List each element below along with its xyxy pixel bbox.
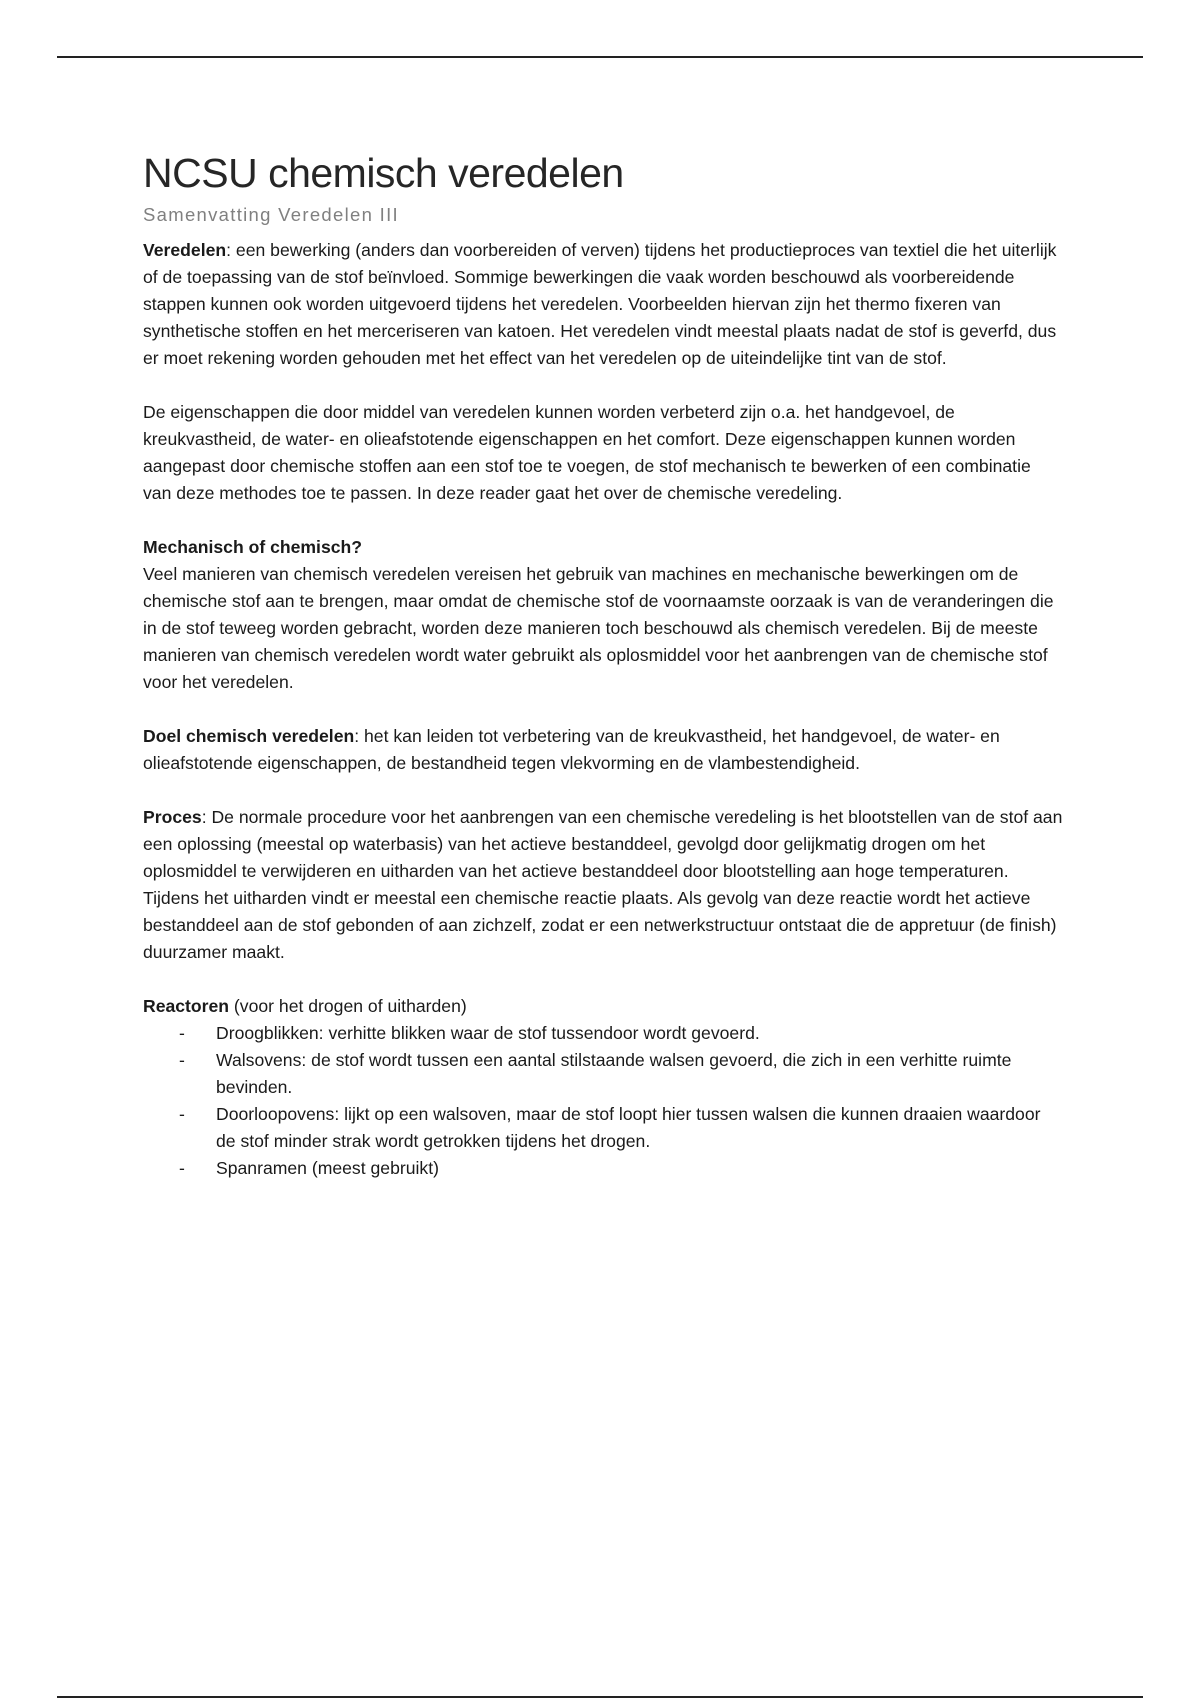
list-item: [143, 1020, 1063, 1047]
heading-mechanisch-text: Mechanisch of chemisch?: [143, 537, 363, 557]
reactor-list: [143, 1020, 1063, 1182]
term-doel: Doel chemisch veredelen: [143, 726, 355, 746]
paragraph-proces: [143, 804, 1063, 966]
list-item-text: Spanramen (meest gebruikt): [216, 1158, 439, 1178]
document-body: [143, 143, 1063, 1182]
list-dash: -: [179, 1050, 185, 1070]
paragraph-proces-text: : De normale procedure voor het aanbrengen van een chemische veredeling is het blootstellen van de stof aan een oplossing (meestal op waterbasis) van het actieve bestanddeel, gevolgd door gelijkmatig drogen om het oplosmiddel te verwijderen en uitharden van het actieve bestanddeel door blootstelling aan hoge temperaturen. Tijdens het uitharden vindt er meestal een chemische reactie plaats. Als gevolg van deze reactie wordt het actieve bestanddeel aan de stof gebonden of aan zichzelf, zodat er een netwerkstructuur ontstaat die de appretuur (de finish) duurzamer maakt.: [143, 807, 1063, 962]
paragraph-veredelen: [143, 237, 1063, 372]
list-item-text: Droogblikken: verhitte blikken waar de stof tussendoor wordt gevoerd.: [216, 1023, 760, 1043]
heading-reactoren-text: (voor het drogen of uitharden): [229, 996, 467, 1016]
document-title: NCSU chemisch veredelen: [143, 150, 624, 196]
term-veredelen: Veredelen: [143, 240, 227, 260]
paragraph-mechanisch: Veel manieren van chemisch veredelen vereisen het gebruik van machines en mechanische bewerkingen om de chemische stof aan te brengen, maar omdat de chemische stof de voornaamste oorzaak is van de veranderingen die in de stof teweeg worden gebracht, worden deze manieren toch beschouwd als chemisch veredelen. Bij de meeste manieren van chemisch veredelen wordt water gebruikt als oplosmiddel voor het aanbrengen van de chemische stof voor het veredelen.: [143, 564, 1054, 692]
term-proces: Proces: [143, 807, 202, 827]
list-item-text: Doorloopovens: lijkt op een walsoven, maar de stof loopt hier tussen walsen die kunnen draaien waardoor de stof minder strak wordt getrokken tijdens het drogen.: [216, 1104, 1041, 1151]
list-item: [143, 1101, 1063, 1155]
heading-mechanisch: [143, 534, 1063, 561]
list-dash: -: [179, 1158, 185, 1178]
list-item-text: Walsovens: de stof wordt tussen een aantal stilstaande walsen gevoerd, die zich in een verhitte ruimte bevinden.: [216, 1050, 1012, 1097]
list-dash: -: [179, 1104, 185, 1124]
list-item: [143, 1047, 1063, 1101]
heading-reactoren: [143, 993, 1063, 1020]
paragraph-doel-text: : het kan leiden tot verbetering van de kreukvastheid, het handgevoel, de water- en olieafstotende eigenschappen, de bestandheid tegen vlekvorming en de vlambestendigheid.: [143, 726, 1000, 773]
paragraph-veredelen-text: : een bewerking (anders dan voorbereiden of verven) tijdens het productieproces van textiel die het uiterlijk of de toepassing van de stof beïnvloed. Sommige bewerkingen die vaak worden beschouwd als voorbereidende stappen kunnen ook worden uitgevoerd tijdens het veredelen. Voorbeelden hiervan zijn het thermo fixeren van synthetische stoffen en het merceriseren van katoen. Het veredelen vindt meestal plaats nadat de stof is geverfd, dus er moet rekening worden gehouden met het effect van het veredelen op de uiteindelijke tint van de stof.: [143, 240, 1057, 368]
header-rule: [57, 56, 1143, 58]
document-subtitle: Samenvatting Veredelen III: [143, 204, 399, 225]
footer-rule: [57, 1696, 1143, 1698]
paragraph-eigenschappen: De eigenschappen die door middel van veredelen kunnen worden verbeterd zijn o.a. het handgevoel, de kreukvastheid, de water- en olieafstotende eigenschappen en het comfort. Deze eigenschappen kunnen worden aangepast door chemische stoffen aan een stof toe te voegen, de stof mechanisch te bewerken of een combinatie van deze methodes toe te passen. In deze reader gaat het over de chemische veredeling.: [143, 402, 1031, 503]
term-reactoren: Reactoren: [143, 996, 230, 1016]
list-dash: -: [179, 1023, 185, 1043]
list-item: [143, 1155, 1063, 1182]
paragraph-doel: [143, 723, 1063, 777]
